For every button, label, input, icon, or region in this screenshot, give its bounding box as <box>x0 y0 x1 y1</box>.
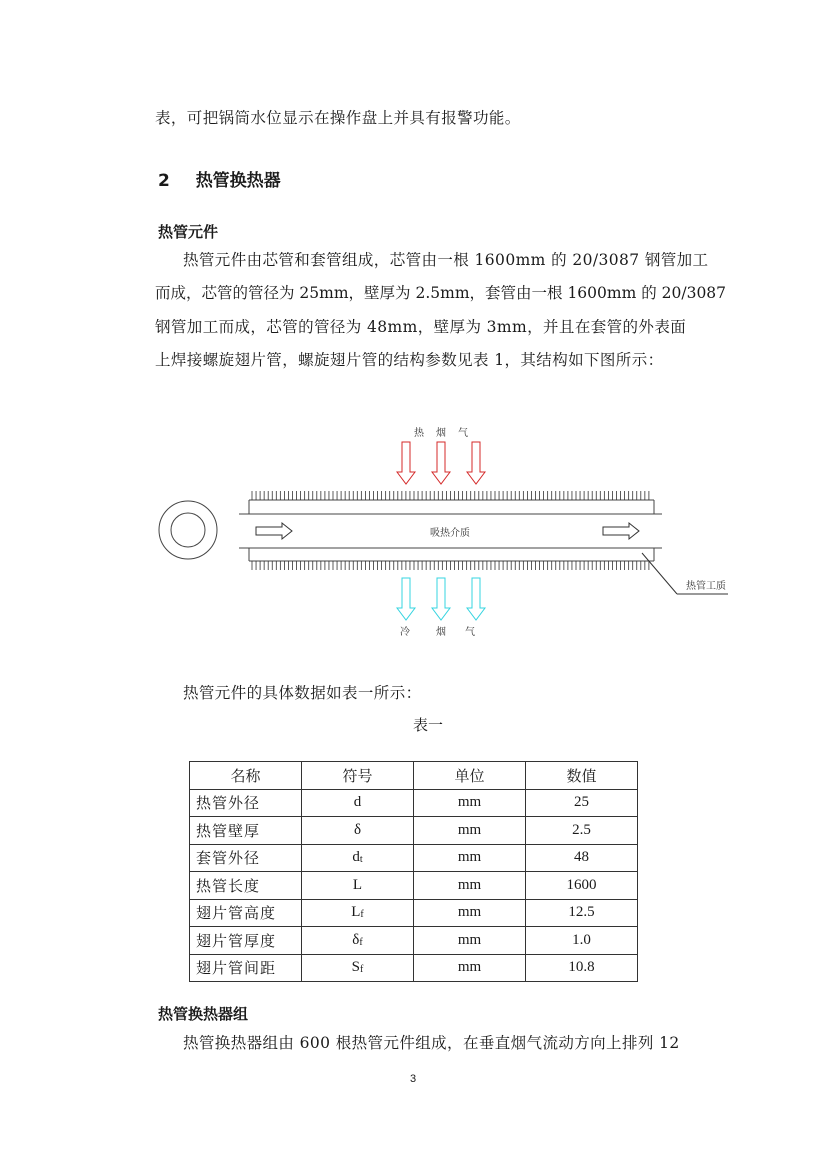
symbol: δ <box>353 821 362 838</box>
table-row <box>190 954 638 982</box>
table-row <box>190 817 638 845</box>
medium-label: 吸热介质 <box>430 528 470 539</box>
name-cell: 套管外径 <box>190 844 302 872</box>
value-cell: 1600 <box>526 872 638 900</box>
table-intro: 热管元件的具体数据如表一所示： <box>183 684 422 702</box>
cold-gas-label-char: 冷 <box>400 627 410 638</box>
value-cell: 1.0 <box>526 927 638 955</box>
flow-in-arrow-icon <box>256 523 292 539</box>
value-cell: 2.5 <box>526 817 638 845</box>
fins-bottom <box>252 561 649 570</box>
leader-line <box>642 553 677 594</box>
hot-gas-label-char: 气 <box>458 428 468 439</box>
hot-gas-label-char: 热 <box>414 428 424 439</box>
symbol-cell <box>302 844 414 872</box>
name-cell: 热管长度 <box>190 872 302 900</box>
value-cell: 48 <box>526 844 638 872</box>
name-cell: 翅片管间距 <box>190 954 302 982</box>
paragraph-line: 热管换热器组由 600 根热管元件组成，在垂直烟气流动方向上排列 12 <box>183 1034 680 1052</box>
cold-gas-arrow-icon <box>397 578 415 620</box>
symbol-cell <box>302 789 414 817</box>
symbol: δ <box>352 931 360 948</box>
value-cell: 25 <box>526 789 638 817</box>
subsection-title-heat-pipe-element: 热管元件 <box>158 223 219 241</box>
hot-gas-arrow-icon <box>467 442 485 484</box>
inner-pipe-cross-section <box>171 513 205 547</box>
table-row <box>190 844 638 872</box>
hot-gas-arrow-icon <box>432 442 450 484</box>
header-cell: 符号 <box>302 762 414 790</box>
unit-cell: mm <box>414 927 526 955</box>
symbol: S <box>351 959 360 976</box>
flow-out-arrow-icon <box>603 523 639 539</box>
hot-gas-label-char: 烟 <box>436 428 446 439</box>
unit-cell: mm <box>414 817 526 845</box>
unit-cell: mm <box>414 872 526 900</box>
working-fluid-label: 热管工质 <box>686 581 726 592</box>
intro-line: 表，可把锅筒水位显示在操作盘上并具有报警功能。 <box>155 109 521 127</box>
paragraph-line: 上焊接螺旋翅片管，螺旋翅片管的结构参数见表 1，其结构如下图所示： <box>155 351 664 369</box>
symbol: d <box>353 794 362 811</box>
fins-top <box>252 491 649 500</box>
symbol-cell <box>302 899 414 927</box>
cold-gas-arrow-icon <box>467 578 485 620</box>
name-cell: 热管壁厚 <box>190 817 302 845</box>
unit-cell: mm <box>414 844 526 872</box>
symbol-subscript: f <box>359 936 363 948</box>
symbol-subscript: f <box>360 909 364 921</box>
table-row <box>190 927 638 955</box>
outer-pipe-cross-section <box>159 501 217 559</box>
name-cell: 热管外径 <box>190 789 302 817</box>
cold-gas-label-char: 气 <box>465 627 475 638</box>
hot-gas-arrow-icon <box>397 442 415 484</box>
table-row <box>190 789 638 817</box>
table-header-row <box>190 762 638 790</box>
table-row <box>190 872 638 900</box>
unit-cell: mm <box>414 899 526 927</box>
symbol: L <box>351 904 361 921</box>
unit-cell: mm <box>414 954 526 982</box>
unit-cell: mm <box>414 789 526 817</box>
section-number: 2 <box>158 171 170 191</box>
name-cell: 翅片管高度 <box>190 899 302 927</box>
value-cell: 12.5 <box>526 899 638 927</box>
cold-gas-label-char: 烟 <box>436 627 446 638</box>
value-cell: 10.8 <box>526 954 638 982</box>
header-cell: 单位 <box>414 762 526 790</box>
symbol-cell <box>302 817 414 845</box>
table-row <box>190 899 638 927</box>
header-cell: 名称 <box>190 762 302 790</box>
symbol-subscript: t <box>359 854 363 866</box>
symbol-subscript: f <box>360 964 364 976</box>
header-cell: 数值 <box>526 762 638 790</box>
heat-pipe-parameters-table <box>189 761 638 982</box>
symbol-cell <box>302 872 414 900</box>
paragraph-line: 钢管加工而成，芯管的管径为 48mm，壁厚为 3mm，并且在套管的外表面 <box>155 318 687 336</box>
page-number: 3 <box>410 1073 417 1085</box>
symbol: L <box>352 876 363 893</box>
symbol-cell <box>302 954 414 982</box>
section-title: 热管换热器 <box>195 171 281 191</box>
subsection-title-heat-exchanger-group: 热管换热器组 <box>158 1005 249 1023</box>
cold-gas-arrow-icon <box>432 578 450 620</box>
paragraph-line: 而成，芯管的管径为 25mm，壁厚为 2.5mm，套管由一根 1600mm 的 20/3087 <box>155 284 727 302</box>
symbol-cell <box>302 927 414 955</box>
table-caption: 表一 <box>413 716 444 734</box>
name-cell: 翅片管厚度 <box>190 927 302 955</box>
symbol: d <box>352 849 360 866</box>
paragraph-line: 热管元件由芯管和套管组成，芯管由一根 1600mm 的 20/3087 钢管加工 <box>183 251 709 269</box>
